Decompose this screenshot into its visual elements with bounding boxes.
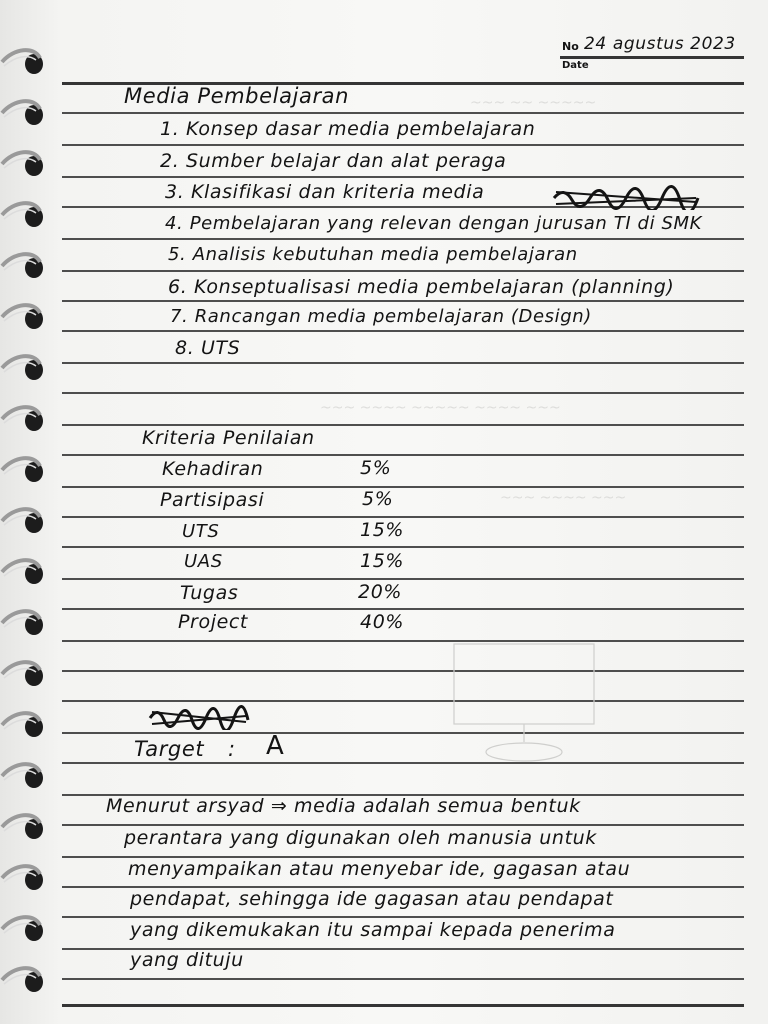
- assessment-weight: 5%: [360, 457, 392, 479]
- assessment-label: Project: [178, 611, 248, 633]
- definition-line: perantara yang digunakan oleh manusia untuk: [124, 827, 597, 849]
- course-title: Media Pembelajaran: [124, 84, 350, 108]
- spiral-ring: [2, 50, 43, 74]
- ruled-line: [62, 270, 744, 272]
- target-label: Target: [134, 737, 205, 761]
- ruled-line: [62, 670, 744, 672]
- assessment-weight: 15%: [360, 550, 405, 572]
- ruled-line: [62, 578, 744, 580]
- ruled-line: [62, 546, 744, 548]
- definition-line: pendapat, sehingga ide gagasan atau pendapat: [130, 888, 614, 910]
- spiral-ring: [2, 407, 43, 431]
- topic-item: 4. Pembelajaran yang relevan dengan jurusan TI di SMK: [165, 213, 703, 234]
- date-label: Date: [562, 60, 589, 71]
- topic-item: 2. Sumber belajar dan alat peraga: [160, 150, 507, 172]
- date-value: 24 agustus 2023: [584, 34, 736, 54]
- spiral-ring: [2, 101, 43, 125]
- spiral-ring: [2, 866, 43, 890]
- ruled-line: [62, 1004, 744, 1007]
- ruled-line: [62, 486, 744, 488]
- spiral-ring: [2, 917, 43, 941]
- spiral-ring: [2, 356, 43, 380]
- ruled-line: [62, 176, 744, 178]
- assessment-label: UTS: [182, 521, 220, 542]
- topic-item: 3. Klasifikasi dan kriteria media: [165, 181, 485, 203]
- definition-line: Menurut arsyad ⇒ media adalah semua bentuk: [106, 795, 581, 817]
- definition-line: yang dikemukakan itu sampai kepada penerima: [130, 919, 616, 941]
- target-separator: :: [228, 737, 236, 761]
- ruled-line: [62, 640, 744, 642]
- ruled-line: [62, 424, 744, 426]
- bleed-through: ~~~ ~~~~ ~~~~~ ~~~~ ~~~: [320, 400, 561, 416]
- topic-item: 8. UTS: [175, 337, 241, 359]
- ruled-line: [62, 516, 744, 518]
- spiral-ring: [2, 662, 43, 686]
- assessment-title: Kriteria Penilaian: [142, 427, 315, 449]
- ruled-line: [62, 700, 744, 702]
- spiral-ring: [2, 764, 43, 788]
- assessment-label: Tugas: [180, 582, 239, 604]
- assessment-weight: 20%: [358, 581, 403, 603]
- topic-item: 5. Analisis kebutuhan media pembelajaran: [168, 244, 578, 265]
- ruled-line: [62, 762, 744, 764]
- spiral-ring: [2, 254, 43, 278]
- topic-item: 7. Rancangan media pembelajaran (Design): [170, 306, 592, 327]
- spiral-ring: [2, 509, 43, 533]
- crossed-out-scribble: [148, 704, 252, 730]
- assessment-weight: 15%: [360, 519, 405, 541]
- spiral-ring: [2, 152, 43, 176]
- spiral-ring: [2, 815, 43, 839]
- ruled-line: [62, 978, 744, 980]
- target-value: A: [266, 731, 284, 761]
- assessment-label: Kehadiran: [162, 458, 264, 480]
- ruled-line: [62, 454, 744, 456]
- ruled-line: [62, 112, 744, 114]
- ruled-line: [62, 300, 744, 302]
- assessment-label: Partisipasi: [160, 489, 265, 511]
- date-rule: [560, 56, 744, 59]
- topic-item: 6. Konseptualisasi media pembelajaran (planning): [168, 276, 675, 298]
- ruled-line: [62, 238, 744, 240]
- ruled-line: [62, 608, 744, 610]
- ruled-line: [62, 144, 744, 146]
- assessment-label: UAS: [184, 551, 223, 572]
- spiral-ring: [2, 611, 43, 635]
- spiral-ring: [2, 203, 43, 227]
- bleed-through: ~~~ ~~~~ ~~~: [500, 490, 627, 506]
- spiral-ring: [2, 560, 43, 584]
- bleed-through: ~~~ ~~ ~~~~~: [470, 95, 597, 111]
- no-label: No: [562, 40, 579, 53]
- ruled-line: [62, 330, 744, 332]
- bleed-through-sketch: [440, 630, 610, 780]
- definition-line: menyampaikan atau menyebar ide, gagasan atau: [128, 858, 631, 880]
- ruled-line: [62, 392, 744, 394]
- ruled-line: [62, 362, 744, 364]
- assessment-weight: 5%: [362, 488, 394, 510]
- spiral-ring: [2, 305, 43, 329]
- ruled-line: [62, 916, 744, 918]
- topic-item: 1. Konsep dasar media pembelajaran: [160, 118, 536, 140]
- assessment-weight: 40%: [360, 611, 405, 633]
- spiral-ring: [2, 713, 43, 737]
- crossed-out-scribble: [552, 184, 702, 210]
- ruled-line: [62, 732, 744, 734]
- definition-line: yang dituju: [130, 949, 244, 971]
- spiral-ring: [2, 458, 43, 482]
- spiral-ring: [2, 968, 43, 992]
- spiral-binding: [0, 0, 62, 1024]
- ruled-line: [62, 824, 744, 826]
